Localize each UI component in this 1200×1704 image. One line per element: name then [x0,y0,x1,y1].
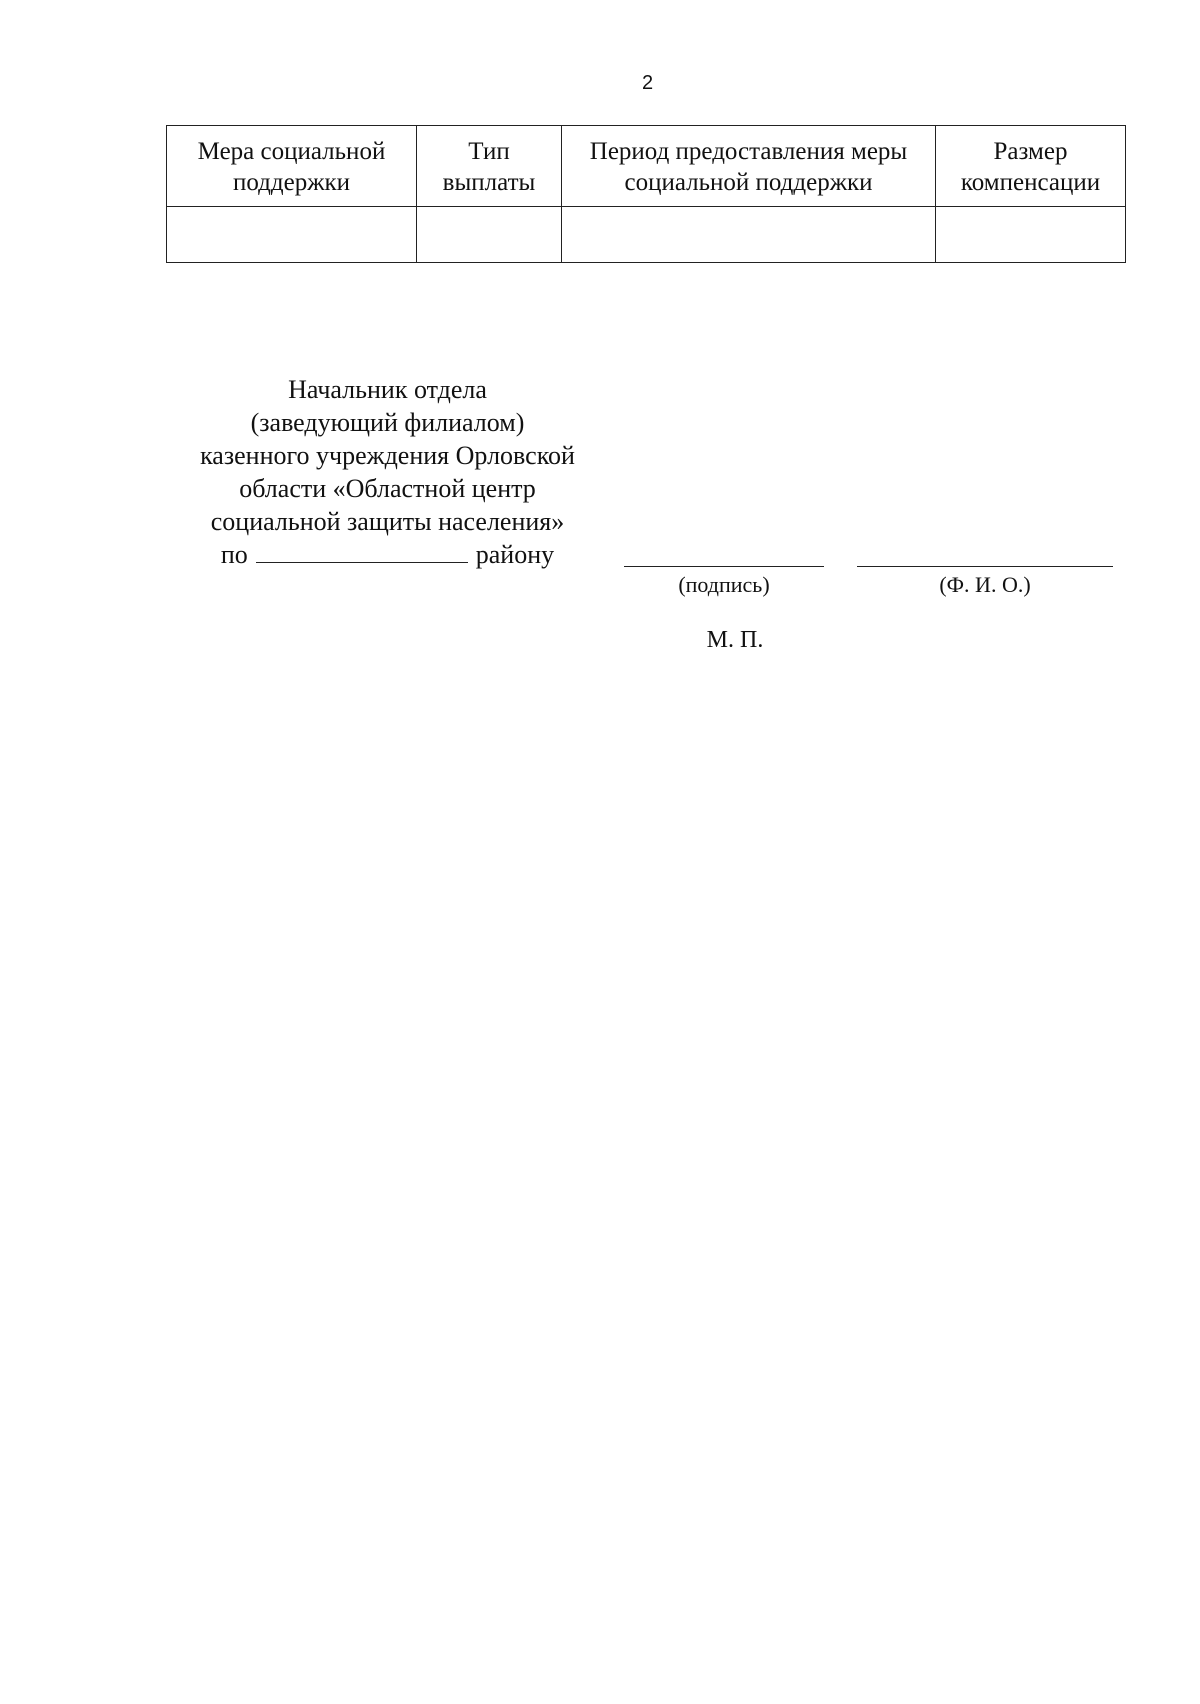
district-suffix: району [475,540,555,569]
signer-line-1: Начальник отдела [288,375,487,404]
cell-period [562,207,936,263]
header-compensation-line-2: компенсации [960,169,1101,196]
stamp-place-label: М. П. [706,627,764,653]
page-number: 2 [641,72,654,94]
signature-field[interactable] [624,566,824,599]
cell-payment-type [417,207,562,263]
signature-caption: (подпись) [678,572,770,597]
table-header-row [167,126,1126,207]
header-compensation-amount [936,126,1126,207]
header-measure-line-1: Мера социальной [197,138,386,165]
full-name-caption: (Ф. И. О.) [939,572,1031,597]
signer-position-block [160,373,615,571]
header-period-line-1: Период предоставления меры [589,138,908,165]
header-measure [167,126,417,207]
header-period [562,126,936,207]
header-payment-type-line-1: Тип [468,138,510,165]
header-payment-type-line-2: выплаты [442,169,536,196]
signer-line-5: социальной защиты населения» [210,507,565,536]
district-name-blank[interactable] [256,538,468,563]
header-measure-line-2: поддержки [233,169,350,196]
district-prefix: по [220,540,248,569]
full-name-field[interactable] [857,566,1113,599]
header-period-line-2: социальной поддержки [624,169,873,196]
district-line [160,538,615,571]
header-payment-type [417,126,562,207]
signer-line-4: области «Областной центр [239,474,536,503]
signer-line-2: (заведующий филиалом) [250,408,525,437]
signer-line-3: казенного учреждения Орловской [200,441,575,470]
table-row [167,207,1126,263]
cell-measure [167,207,417,263]
support-measures-table [166,125,1126,263]
header-compensation-line-1: Размер [993,138,1068,165]
cell-compensation-amount [936,207,1126,263]
